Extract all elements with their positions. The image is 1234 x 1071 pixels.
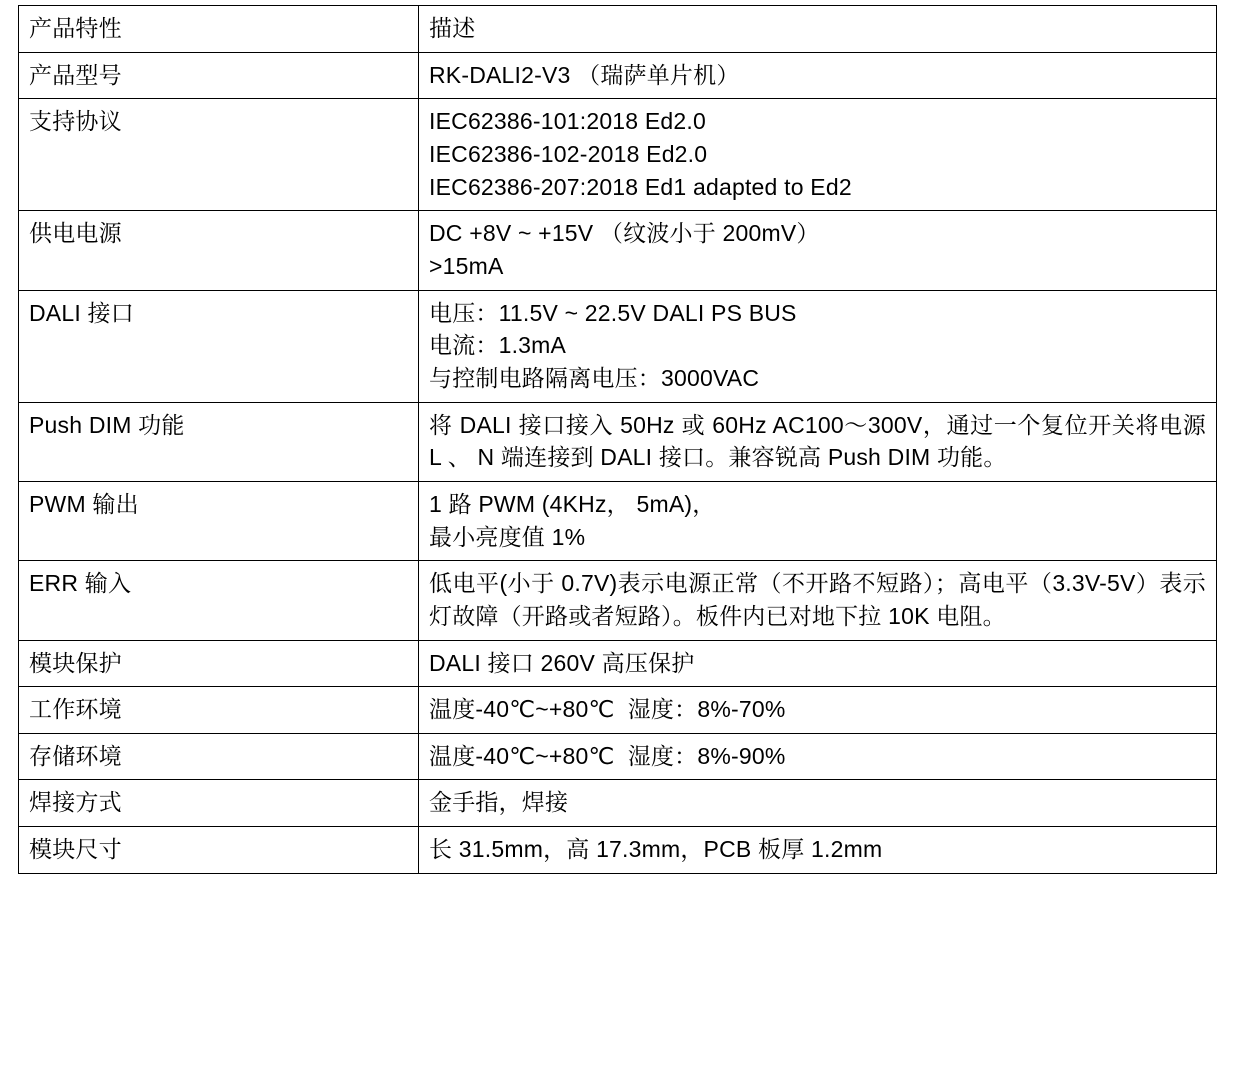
description-line: 最小亮度值 1% [429, 523, 586, 550]
table-row [19, 687, 1217, 734]
table-row [19, 827, 1217, 874]
description-line: 将 DALI 接口接入 50Hz 或 60Hz AC100～300V，通过一个复位开关将电源 L 、 N 端连接到 DALI 接口。兼容锐高 Push DIM 功能。 [429, 411, 1213, 471]
feature-cell: 焊接方式 [19, 780, 419, 827]
table-row [19, 402, 1217, 481]
table-header-row [19, 6, 1217, 53]
description-cell [419, 481, 1217, 560]
column-header-feature: 产品特性 [19, 6, 419, 53]
feature-cell: 工作环境 [19, 687, 419, 734]
description-line: DALI 接口 260V 高压保护 [429, 649, 695, 676]
description-line: 长 31.5mm，高 17.3mm，PCB 板厚 1.2mm [429, 836, 883, 863]
description-cell [419, 827, 1217, 874]
description-line: IEC62386-207:2018 Ed1 adapted to Ed2 [429, 173, 852, 200]
table-row [19, 481, 1217, 560]
description-line: 低电平(小于 0.7V)表示电源正常（不开路不短路）；高电平（3.3V-5V）表示灯故障（开路或者短路）。板件内已对地下拉 10K 电阻。 [429, 570, 1206, 629]
description-cell [419, 99, 1217, 211]
table-row [19, 290, 1217, 402]
description-cell [419, 733, 1217, 780]
description-line: 温度-40℃~+80℃ 湿度：8%-90% [429, 742, 786, 769]
description-line: IEC62386-102-2018 Ed2.0 [429, 140, 708, 167]
feature-cell: DALI 接口 [19, 290, 419, 402]
description-cell [419, 290, 1217, 402]
table-row [19, 733, 1217, 780]
table-row [19, 640, 1217, 687]
column-header-description: 描述 [419, 6, 1217, 53]
description-line: 金手指，焊接 [429, 789, 569, 816]
description-cell [419, 640, 1217, 687]
description-line: 与控制电路隔离电压：3000VAC [429, 364, 760, 391]
description-cell [419, 52, 1217, 99]
table-row [19, 99, 1217, 211]
table-body [19, 6, 1217, 874]
description-cell [419, 402, 1217, 481]
description-line: DC +8V ~ +15V （纹波小于 200mV） [429, 220, 820, 247]
description-line: RK-DALI2-V3 （瑞萨单片机） [429, 61, 740, 88]
description-line: 温度-40℃~+80℃ 湿度：8%-70% [429, 696, 786, 723]
feature-cell: 供电电源 [19, 211, 419, 290]
feature-cell: 存储环境 [19, 733, 419, 780]
feature-cell: 模块尺寸 [19, 827, 419, 874]
description-line: 1 路 PWM (4KHz， 5mA)， [429, 490, 716, 517]
description-line: IEC62386-101:2018 Ed2.0 [429, 108, 706, 135]
feature-cell: PWM 输出 [19, 481, 419, 560]
table-row [19, 52, 1217, 99]
product-specification-table [18, 5, 1217, 874]
table-row [19, 211, 1217, 290]
description-line: >15mA [429, 252, 504, 279]
description-cell [419, 780, 1217, 827]
description-line: 电流：1.3mA [429, 332, 567, 359]
table-row [19, 780, 1217, 827]
description-cell [419, 561, 1217, 640]
description-line: 电压：11.5V ~ 22.5V DALI PS BUS [429, 299, 797, 326]
description-cell [419, 687, 1217, 734]
table-row [19, 561, 1217, 640]
feature-cell: 支持协议 [19, 99, 419, 211]
feature-cell: 产品型号 [19, 52, 419, 99]
description-cell [419, 211, 1217, 290]
feature-cell: 模块保护 [19, 640, 419, 687]
feature-cell: ERR 输入 [19, 561, 419, 640]
feature-cell: Push DIM 功能 [19, 402, 419, 481]
